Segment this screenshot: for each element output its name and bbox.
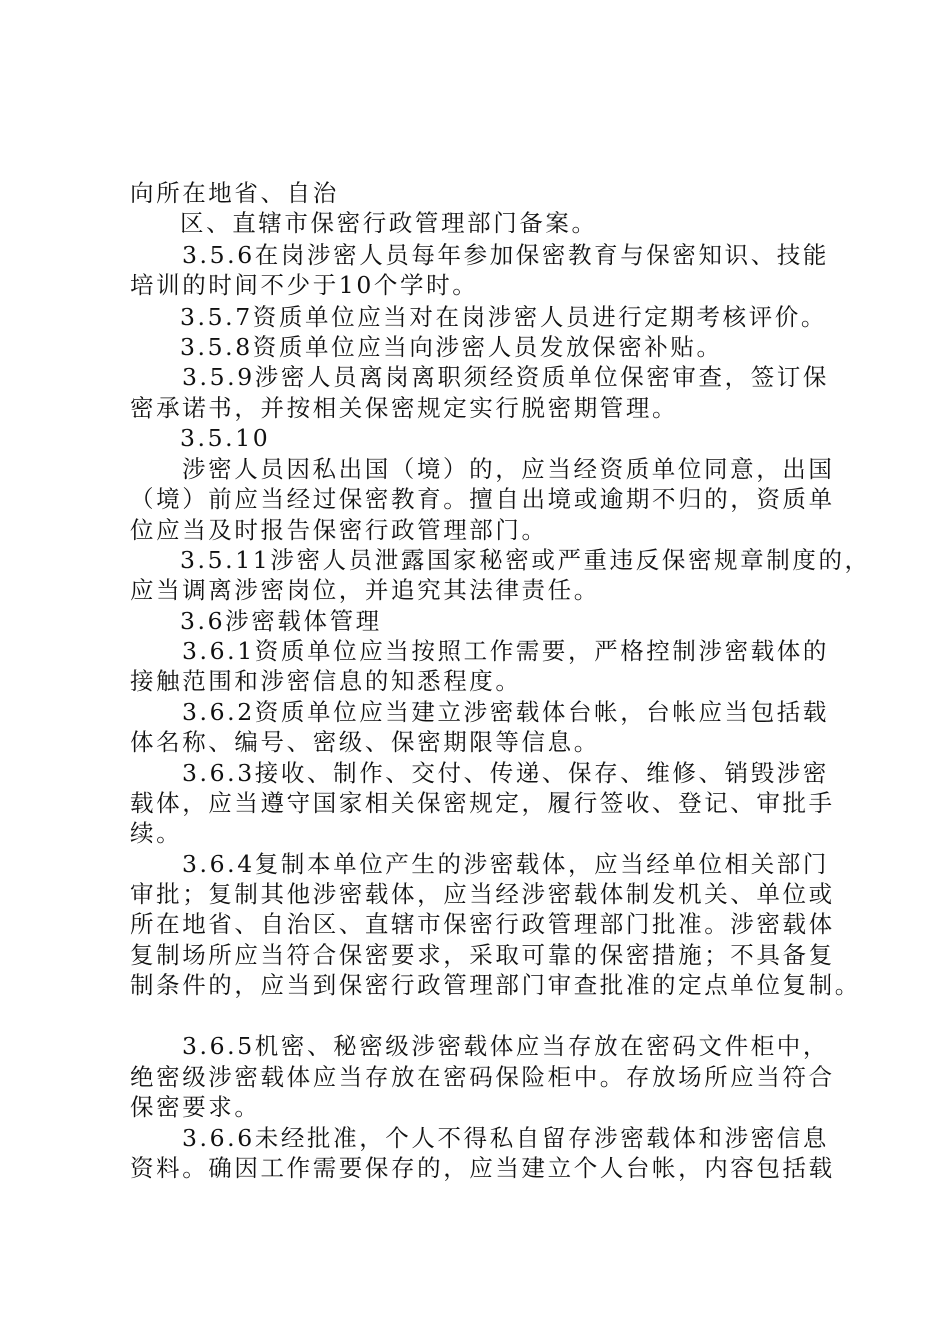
text-line: 区、直辖市保密行政管理部门备案。 [180,209,598,237]
section-heading: 3.6涉密载体管理 [180,607,382,635]
text-line: 3.5.10 [180,424,271,452]
text-line: 位应当及时报告保密行政管理部门。 [130,516,548,544]
text-line: 所在地省、自治区、直辖市保密行政管理部门批准。涉密载体 [130,910,835,938]
text-line: 3.5.7资质单位应当对在岗涉密人员进行定期考核评价。 [180,303,827,331]
text-line: 载体，应当遵守国家相关保密规定，履行签收、登记、审批手 [130,789,835,817]
text-line: 3.6.3接收、制作、交付、传递、保存、维修、销毁涉密 [182,759,829,787]
text-line: 资料。确因工作需要保存的，应当建立个人台帐，内容包括载 [130,1154,835,1182]
text-line: 3.5.9涉密人员离岗离职须经资质单位保密审查，签订保 [182,363,829,391]
text-line: 接触范围和涉密信息的知悉程度。 [130,667,522,695]
text-line: 应当调离涉密岗位，并追究其法律责任。 [130,576,600,604]
text-line: 培训的时间不少于10个学时。 [130,271,479,299]
text-line: 向所在地省、自治 [130,179,339,207]
text-line: 保密要求。 [130,1093,261,1121]
text-line: 密承诺书，并按相关保密规定实行脱密期管理。 [130,394,679,422]
text-line: 3.6.5机密、秘密级涉密载体应当存放在密码文件柜中， [182,1032,829,1060]
text-line: 复制场所应当符合保密要求，采取可靠的保密措施；不具备复 [130,941,835,969]
text-line: 3.6.4复制本单位产生的涉密载体，应当经单位相关部门 [182,850,829,878]
text-line: （境）前应当经过保密教育。擅自出境或逾期不归的，资质单 [130,485,835,513]
text-line: 3.5.8资质单位应当向涉密人员发放保密补贴。 [180,333,723,361]
text-line: 制条件的，应当到保密行政管理部门审查批准的定点单位复制。 [130,971,861,999]
text-line: 体名称、编号、密级、保密期限等信息。 [130,728,600,756]
text-line: 涉密人员因私出国（境）的，应当经资质单位同意，出国 [182,455,835,483]
text-line: 3.5.6在岗涉密人员每年参加保密教育与保密知识、技能 [182,241,829,269]
text-line: 绝密级涉密载体应当存放在密码保险柜中。存放场所应当符合 [130,1063,835,1091]
text-line: 3.6.2资质单位应当建立涉密载体台帐，台帐应当包括载 [182,698,829,726]
text-line: 3.6.6未经批准，个人不得私自留存涉密载体和涉密信息 [182,1124,829,1152]
text-line: 审批；复制其他涉密载体，应当经涉密载体制发机关、单位或 [130,880,835,908]
text-line: 续。 [130,819,183,847]
text-line: 3.6.1资质单位应当按照工作需要，严格控制涉密载体的 [182,637,829,665]
text-line: 3.5.11涉密人员泄露国家秘密或严重违反保密规章制度的， [180,546,871,574]
